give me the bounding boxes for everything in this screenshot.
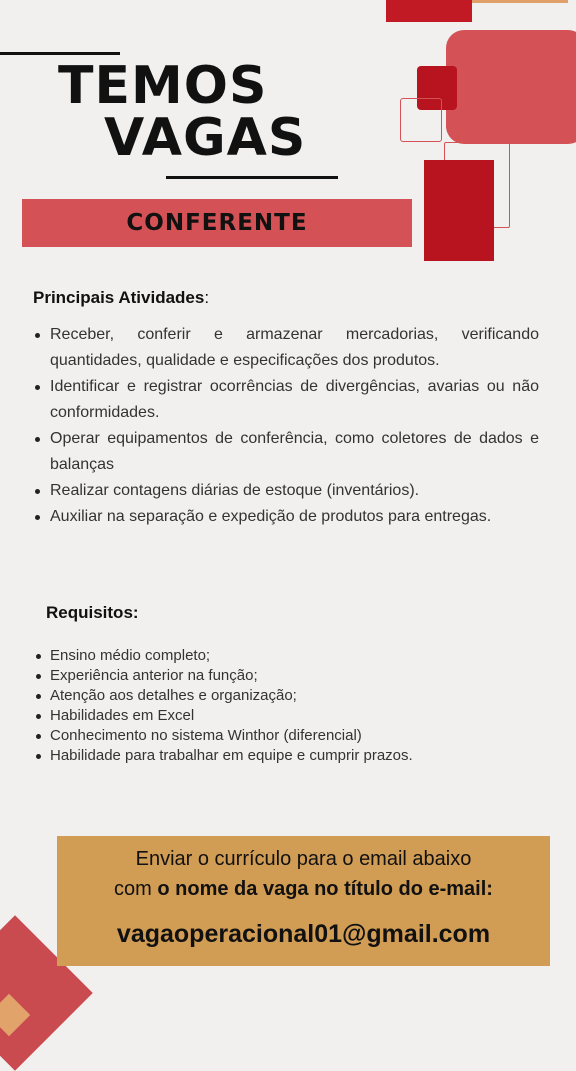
activities-list <box>33 322 539 530</box>
title-line-1: TEMOS <box>58 56 268 116</box>
cta-subject-bold: o nome da vaga no título do e-mail: <box>157 878 493 900</box>
cta-subject-prefix: com <box>114 878 158 900</box>
requirement-item: Ensino médio completo; <box>32 646 512 666</box>
application-box <box>57 836 550 966</box>
activity-item: Operar equipamentos de conferência, como coletores de dados e balanças <box>33 426 539 478</box>
requirements-heading-text: Requisitos: <box>46 603 139 622</box>
requirement-item: Conhecimento no sistema Winthor (diferencial) <box>32 726 512 746</box>
title-top-rule <box>0 52 120 55</box>
decorative-tall-rect <box>424 160 494 261</box>
requirements-list <box>32 646 512 766</box>
activities-heading <box>33 288 539 308</box>
activities-heading-colon: : <box>204 288 210 307</box>
requirement-item: Atenção aos detalhes e organização; <box>32 686 512 706</box>
activities-heading-text: Principais Atividades <box>33 288 205 307</box>
role-title: CONFERENTE <box>126 210 308 236</box>
requirements-section <box>46 603 526 766</box>
requirement-item: Habilidades em Excel <box>32 706 512 726</box>
role-banner <box>22 199 412 247</box>
cta-instruction: Enviar o currículo para o email abaixo <box>135 848 472 870</box>
decorative-line <box>472 0 568 3</box>
requirement-item: Experiência anterior na função; <box>32 666 512 686</box>
activity-item: Auxiliar na separação e expedição de produtos para entregas. <box>33 504 539 530</box>
cta-subject-instruction <box>57 878 550 901</box>
activity-item: Realizar contagens diárias de estoque (inventários). <box>33 478 539 504</box>
requirement-item: Habilidade para trabalhar em equipe e cumprir prazos. <box>32 746 512 766</box>
title-bottom-rule <box>166 176 338 179</box>
decorative-rounded-square <box>446 30 576 144</box>
decorative-outline-square <box>400 98 442 142</box>
page-title <box>58 56 358 168</box>
title-line-2: VAGAS <box>104 108 307 168</box>
activity-item: Receber, conferir e armazenar mercadorias, verificando quantidades, qualidade e especificações dos produtos. <box>33 322 539 374</box>
activity-item: Identificar e registrar ocorrências de divergências, avarias ou não conformidades. <box>33 374 539 426</box>
requirements-heading <box>46 603 526 623</box>
activities-section <box>33 288 539 530</box>
contact-email[interactable]: vagaoperacional01@gmail.com <box>116 920 491 948</box>
decorative-red-bar <box>386 0 472 22</box>
